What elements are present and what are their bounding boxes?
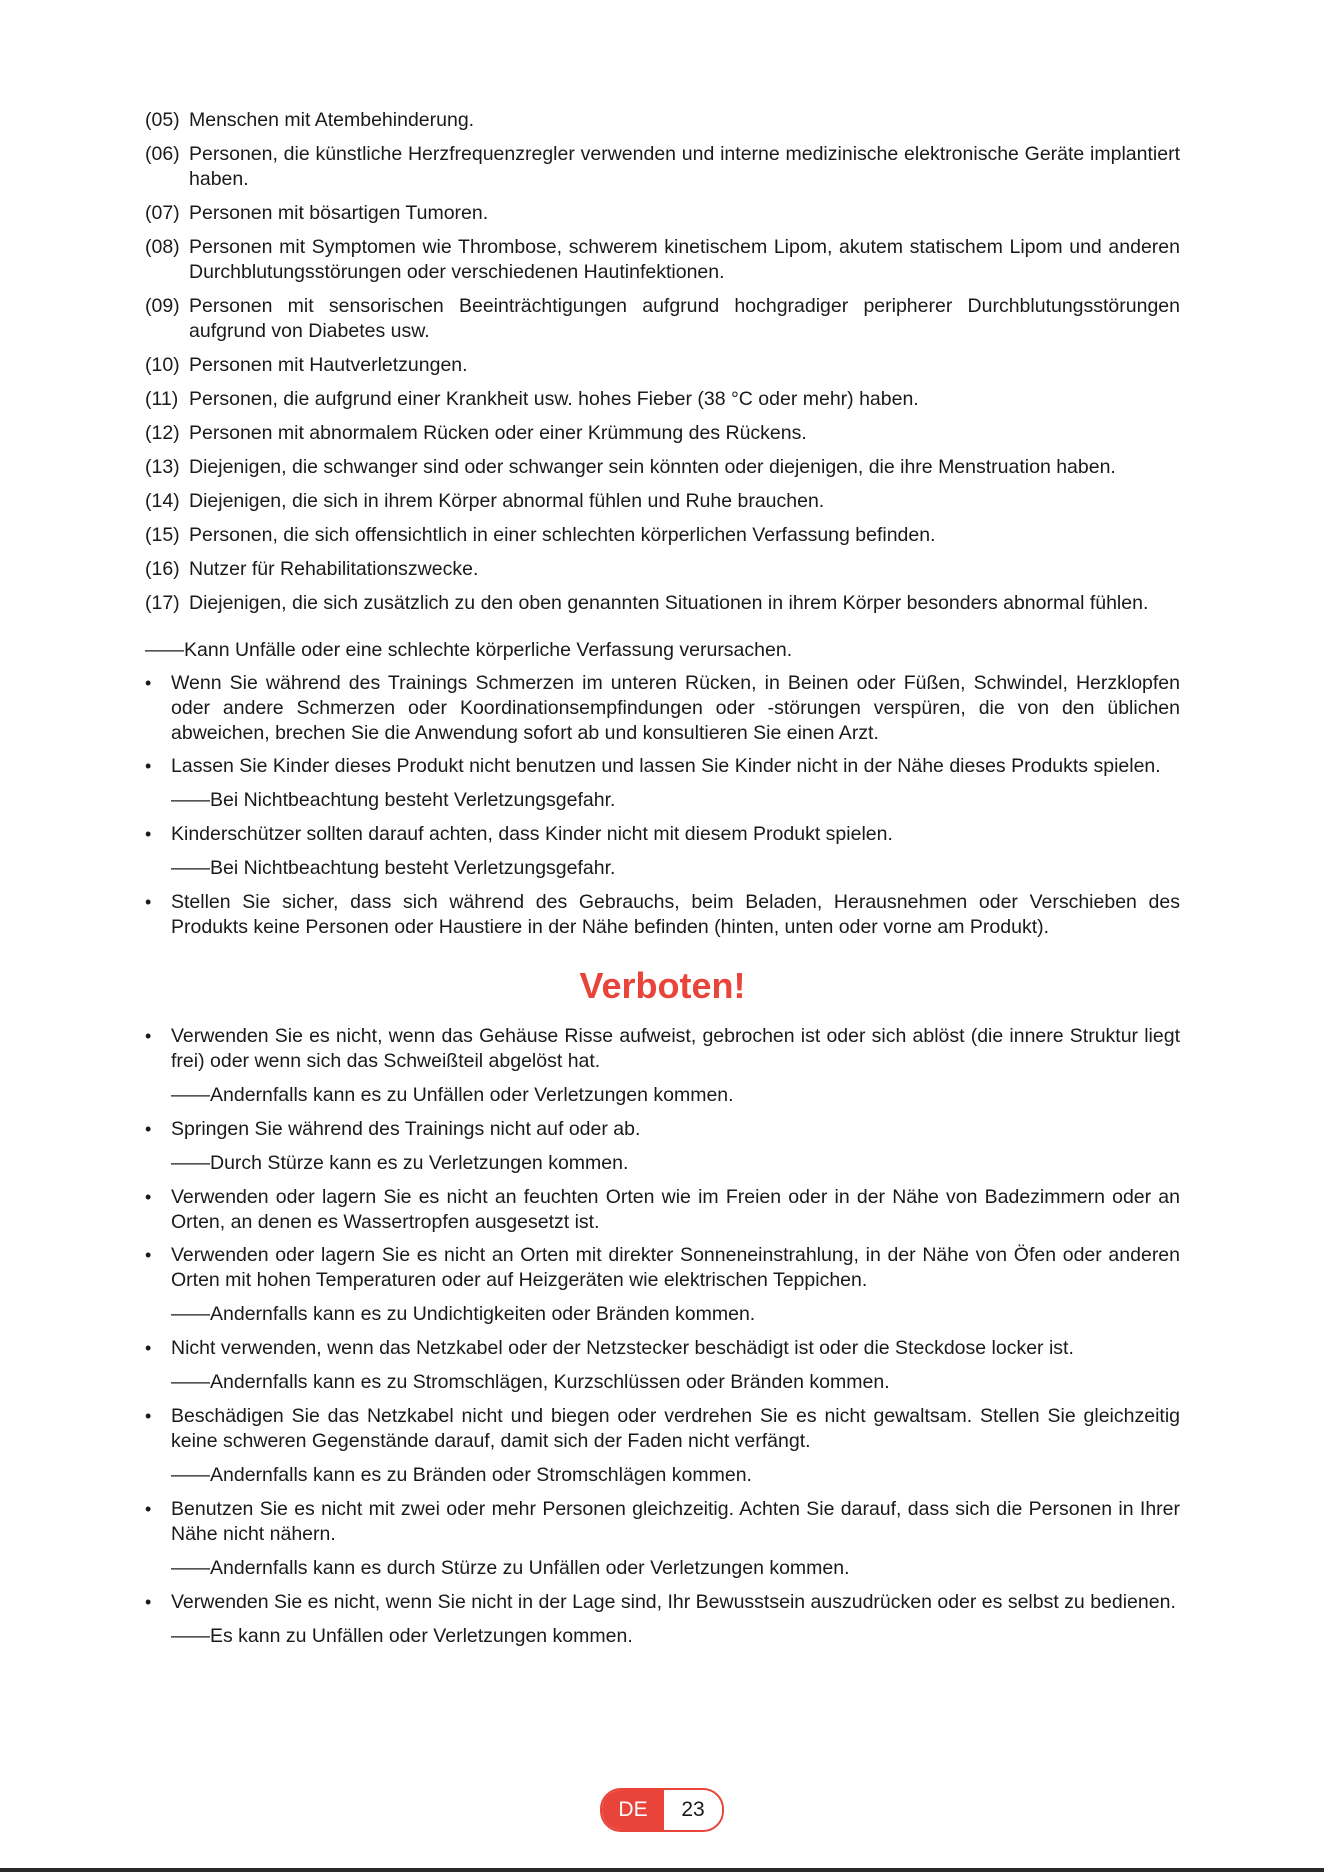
list-text: Diejenigen, die sich zusätzlich zu den oben genannten Situationen in ihrem Körper besonders abnormal fühlen. (189, 592, 1149, 614)
list-text: Personen, die sich offensichtlich in einer schlechten körperlichen Verfassung befinden. (189, 524, 936, 546)
bullet-text: Verwenden Sie es nicht, wenn das Gehäuse Risse aufweist, gebrochen ist oder sich ablöst (die innere Struktur liegt frei) oder wenn sich das Schweißteil abgelöst hat. (171, 1025, 1180, 1072)
bullet-icon: • (145, 1119, 152, 1139)
bullet-icon: • (145, 1499, 152, 1519)
bullet-icon: • (145, 1406, 152, 1426)
list-text: Diejenigen, die sich in ihrem Körper abnormal fühlen und Ruhe brauchen. (189, 490, 825, 512)
bullet-text: Wenn Sie während des Trainings Schmerzen im unteren Rücken, in Beinen oder Füßen, Schwindel, Herzklopfen oder andere Schmerzen oder Koordinationsempfindungen oder -störungen verspüren, die von den üblichen abweichen, brechen Sie die Anwendung sofort ab und konsultieren Sie einen Arzt. (171, 672, 1180, 744)
bullet-item (145, 754, 1180, 779)
bullet-icon: • (145, 756, 152, 776)
bullet-icon: • (145, 1245, 152, 1265)
bullet-item (145, 1024, 1180, 1074)
bullet-text: Springen Sie während des Trainings nicht auf oder ab. (171, 1118, 641, 1140)
bullet-item (145, 671, 1180, 746)
bullet-icon: • (145, 824, 152, 844)
bullet-icon: • (145, 1187, 152, 1207)
bullet-icon: • (145, 1592, 152, 1612)
list-number: (09) (145, 295, 180, 317)
bullet-note: ——Durch Stürze kann es zu Verletzungen kommen. (171, 1152, 629, 1174)
list-number: (13) (145, 456, 180, 478)
bullet-text: Lassen Sie Kinder dieses Produkt nicht benutzen und lassen Sie Kinder nicht in der Nähe dieses Produkts spielen. (171, 755, 1161, 777)
list-text: Nutzer für Rehabilitationszwecke. (189, 558, 479, 580)
list-text: Personen mit Symptomen wie Thrombose, schwerem kinetischem Lipom, akutem statischem Lipom und anderen Durchblutungsstörungen oder verschiedenen Hautinfektionen. (189, 236, 1180, 283)
bullet-item (145, 822, 1180, 847)
list-number: (10) (145, 354, 180, 376)
list-item (145, 201, 1180, 226)
bullet-text: Kinderschützer sollten darauf achten, dass Kinder nicht mit diesem Produkt spielen. (171, 823, 893, 845)
bullet-text: Verwenden Sie es nicht, wenn Sie nicht in der Lage sind, Ihr Bewusstsein auszudrücken oder es selbst zu bedienen. (171, 1591, 1176, 1613)
language-tag: DE (602, 1790, 664, 1830)
bullet-icon: • (145, 892, 152, 912)
page-number-badge (600, 1788, 724, 1832)
list-text: Menschen mit Atembehinderung. (189, 109, 475, 131)
bullet-text: Nicht verwenden, wenn das Netzkabel oder der Netzstecker beschädigt ist oder die Steckdose locker ist. (171, 1337, 1074, 1359)
bullet-note: ——Andernfalls kann es zu Unfällen oder Verletzungen kommen. (171, 1084, 734, 1106)
list-text: Personen mit sensorischen Beeinträchtigungen aufgrund hochgradiger peripherer Durchblutungsstörungen aufgrund von Diabetes usw. (189, 295, 1180, 342)
list-item (145, 421, 1180, 446)
bullet-item (145, 1117, 1180, 1142)
list-item (145, 523, 1180, 548)
bullet-icon: • (145, 1338, 152, 1358)
list-item (145, 235, 1180, 285)
list-number: (15) (145, 524, 180, 546)
list-text: Personen mit abnormalem Rücken oder einer Krümmung des Rückens. (189, 422, 807, 444)
list-item (145, 489, 1180, 514)
bullet-item (145, 890, 1180, 940)
bullet-item (145, 1243, 1180, 1293)
list-number: (11) (145, 388, 179, 410)
list-item (145, 557, 1180, 582)
list-text: Personen mit bösartigen Tumoren. (189, 202, 489, 224)
list-item (145, 142, 1180, 192)
consequence-note: ——Kann Unfälle oder eine schlechte körperliche Verfassung verursachen. (145, 639, 793, 661)
bullet-text: Verwenden oder lagern Sie es nicht an Orten mit direkter Sonneneinstrahlung, in der Nähe von Öfen oder anderen Orten mit hohen Temperaturen oder auf Heizgeräten wie elektrischen Teppichen. (171, 1244, 1180, 1291)
list-item (145, 294, 1180, 344)
list-number: (07) (145, 202, 180, 224)
list-number: (05) (145, 109, 180, 131)
bullet-list-bottom (145, 1024, 1180, 1649)
bullet-item (145, 1336, 1180, 1361)
list-number: (17) (145, 592, 180, 614)
bullet-text: Stellen Sie sicher, dass sich während des Gebrauchs, beim Beladen, Herausnehmen oder Verschieben des Produkts keine Personen oder Haustiere in der Nähe befinden (hinten, unten oder vorne am Produkt). (171, 891, 1180, 938)
list-text: Personen, die aufgrund einer Krankheit usw. hohes Fieber (38 °C oder mehr) haben. (189, 388, 919, 410)
section-heading: Verboten! (579, 965, 746, 1006)
bottom-divider (0, 1868, 1324, 1872)
list-text: Personen mit Hautverletzungen. (189, 354, 468, 376)
list-number: (16) (145, 558, 180, 580)
bullet-text: Beschädigen Sie das Netzkabel nicht und biegen oder verdrehen Sie es nicht gewaltsam. Stellen Sie gleichzeitig keine schweren Gegenstände darauf, damit sich der Faden nicht verfängt. (171, 1405, 1180, 1452)
bullet-icon: • (145, 673, 152, 693)
bullet-list-top (145, 671, 1180, 940)
list-item (145, 387, 1180, 412)
list-number: (14) (145, 490, 180, 512)
bullet-note: ——Andernfalls kann es zu Undichtigkeiten oder Bränden kommen. (171, 1303, 756, 1325)
page-content (145, 108, 1180, 1649)
bullet-item (145, 1404, 1180, 1454)
page-number: 23 (664, 1790, 722, 1830)
bullet-note: ——Es kann zu Unfällen oder Verletzungen kommen. (171, 1625, 633, 1647)
bullet-item (145, 1185, 1180, 1235)
bullet-icon: • (145, 1026, 152, 1046)
list-number: (06) (145, 143, 180, 165)
bullet-note: ——Andernfalls kann es zu Bränden oder Stromschlägen kommen. (171, 1464, 752, 1486)
list-number: (08) (145, 236, 180, 258)
list-item (145, 455, 1180, 480)
list-text: Personen, die künstliche Herzfrequenzregler verwenden und interne medizinische elektronische Geräte implantiert haben. (189, 143, 1180, 190)
bullet-note: ——Andernfalls kann es zu Stromschlägen, Kurzschlüssen oder Bränden kommen. (171, 1371, 890, 1393)
bullet-text: Benutzen Sie es nicht mit zwei oder mehr Personen gleichzeitig. Achten Sie darauf, dass sich die Personen in Ihrer Nähe nicht nähern. (171, 1498, 1180, 1545)
bullet-note: ——Bei Nichtbeachtung besteht Verletzungsgefahr. (171, 789, 616, 811)
bullet-text: Verwenden oder lagern Sie es nicht an feuchten Orten wie im Freien oder in der Nähe von Badezimmern oder an Orten, an denen es Wassertropfen ausgesetzt ist. (171, 1186, 1180, 1233)
list-item (145, 591, 1180, 616)
list-number: (12) (145, 422, 180, 444)
list-item (145, 108, 1180, 133)
bullet-note: ——Bei Nichtbeachtung besteht Verletzungsgefahr. (171, 857, 616, 879)
bullet-note: ——Andernfalls kann es durch Stürze zu Unfällen oder Verletzungen kommen. (171, 1557, 850, 1579)
numbered-list (145, 108, 1180, 616)
list-text: Diejenigen, die schwanger sind oder schwanger sein könnten oder diejenigen, die ihre Menstruation haben. (189, 456, 1116, 478)
bullet-item (145, 1590, 1180, 1615)
list-item (145, 353, 1180, 378)
bullet-item (145, 1497, 1180, 1547)
